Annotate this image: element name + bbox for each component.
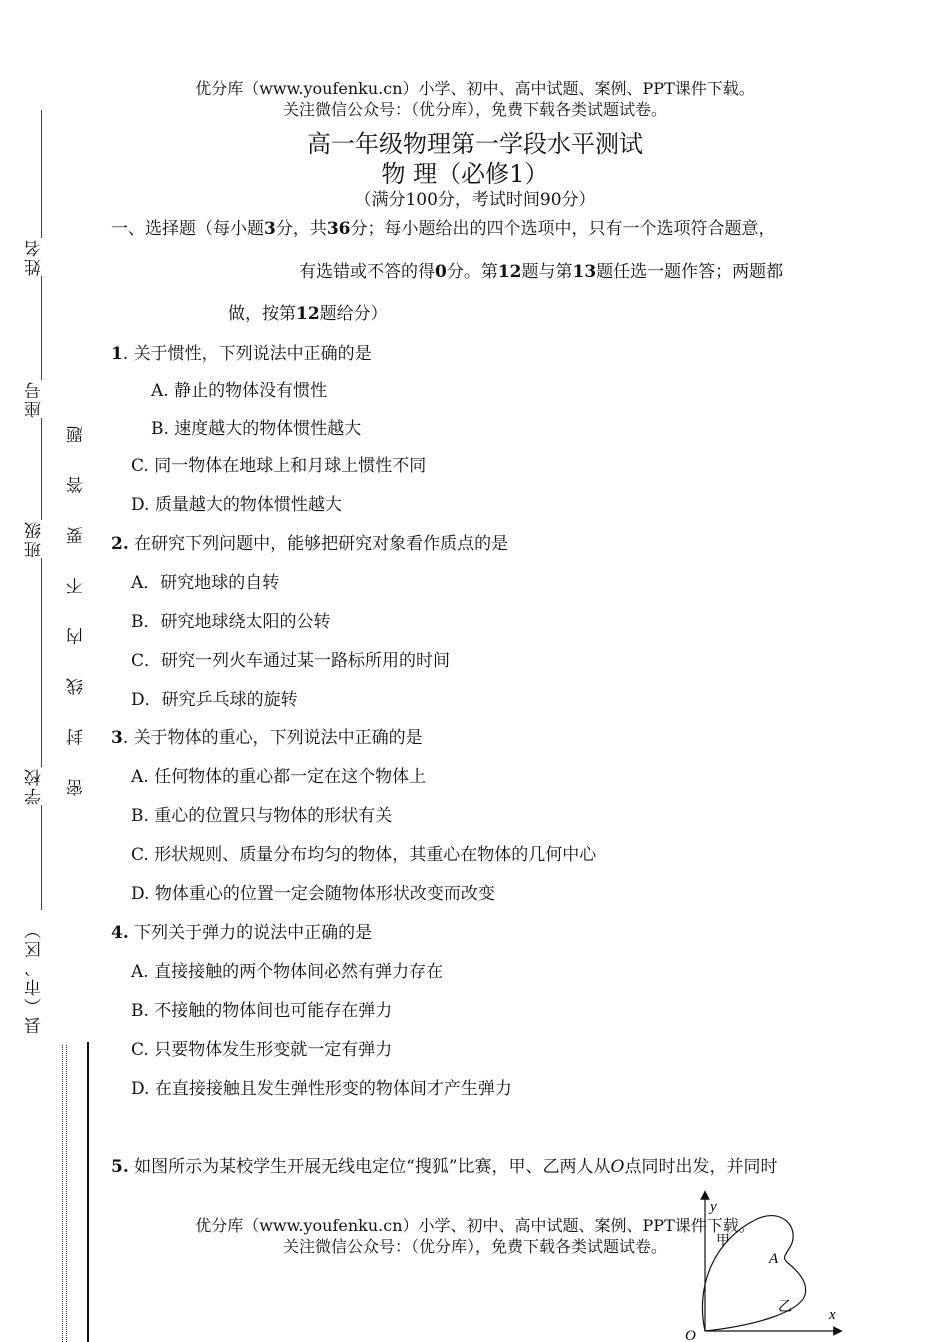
question-1-option-a: A. 静止的物体没有惯性 — [151, 381, 328, 401]
point-a-label: A — [769, 1251, 779, 1267]
seal-dotted-line-2 — [66, 1045, 67, 1342]
seal-dotted-line — [62, 1045, 63, 1342]
question-3-option-a: A. 任何物体的重心都一定在这个物体上 — [131, 767, 427, 787]
seal-notice: 密 封 线 内 不 要 答 题 — [67, 412, 87, 796]
seal-solid-line — [87, 1042, 89, 1342]
question-4-option-a: A. 直接接触的两个物体间必然有弹力存在 — [131, 962, 444, 982]
margin-label-class: 班级 — [22, 520, 47, 558]
question-2-option-a: A．研究地球的自转 — [131, 573, 280, 593]
y-axis-label: y — [710, 1199, 717, 1215]
question-2-option-d: D．研究乒乓球的旋转 — [131, 690, 298, 710]
exam-title: 高一年级物理第一学段水平测试 — [307, 130, 643, 158]
section-instructions-line1: 一、选择题（每小题3分，共36分；每小题给出的四个选项中，只有一个选项符合题意， — [111, 219, 776, 239]
exam-subject: 物 理（必修1） — [381, 160, 549, 188]
exam-info: （满分100分，考试时间90分） — [354, 190, 596, 210]
site-header-line1: 优分库（www.youfenku.cn）小学、初中、高中试题、案例、PPT课件下载。 — [195, 79, 755, 98]
question-5-stem: 5. 如图所示为某校学生开展无线电定位“搜狐”比赛，甲、乙两人从O点同时出发，并同时 — [111, 1157, 778, 1177]
question-3-option-b: B. 重心的位置只与物体的形状有关 — [131, 806, 393, 826]
site-footer-line2: 关注微信公众号：（优分库），免费下载各类试题试卷。 — [282, 1237, 667, 1256]
site-header-line2: 关注微信公众号：（优分库），免费下载各类试题试卷。 — [282, 100, 667, 119]
question-1-stem: 1. 关于惯性，下列说法中正确的是 — [111, 344, 372, 364]
path-yi-label: 乙 — [778, 1300, 792, 1315]
margin-label-county: 县（市、区） — [22, 920, 47, 1034]
question-2-stem: 2. 在研究下列问题中，能够把研究对象看作质点的是 — [111, 534, 509, 554]
path-jia-label: 甲 — [716, 1234, 730, 1249]
origin-label: O — [685, 1328, 696, 1342]
question-2-option-b: B．研究地球绕太阳的公转 — [131, 612, 331, 632]
question-1-option-b: B. 速度越大的物体惯性越大 — [151, 419, 362, 439]
x-axis-label: x — [829, 1307, 836, 1323]
question-4-option-c: C. 只要物体发生形变就一定有弹力 — [131, 1040, 393, 1060]
margin-label-school: 学校 — [22, 767, 47, 805]
question-4-stem: 4. 下列关于弹力的说法中正确的是 — [111, 923, 373, 943]
search-race-figure — [680, 1185, 850, 1342]
question-1-option-c: C. 同一物体在地球上和月球上惯性不同 — [131, 456, 427, 476]
question-3-stem: 3. 关于物体的重心，下列说法中正确的是 — [111, 728, 423, 748]
site-footer-line1: 优分库（www.youfenku.cn）小学、初中、高中试题、案例、PPT课件下载。 — [195, 1216, 755, 1235]
section-instructions-line2: 有选错或不答的得0分。第12题与第13题任选一题作答；两题都 — [299, 262, 784, 282]
margin-label-name: 姓名 — [22, 238, 47, 276]
question-1-option-d: D. 质量越大的物体惯性越大 — [131, 495, 342, 515]
section-instructions-line3: 做，按第12题给分） — [228, 304, 388, 324]
question-3-option-c: C. 形状规则、质量分布均匀的物体，其重心在物体的几何中心 — [131, 845, 597, 865]
question-2-option-c: C．研究一列火车通过某一路标所用的时间 — [131, 651, 451, 671]
question-3-option-d: D. 物体重心的位置一定会随物体形状改变而改变 — [131, 884, 495, 904]
question-4-option-d: D. 在直接接触且发生弹性形变的物体间才产生弹力 — [131, 1079, 512, 1099]
question-4-option-b: B. 不接触的物体间也可能存在弹力 — [131, 1001, 393, 1021]
margin-label-seat: 座号 — [22, 380, 47, 418]
